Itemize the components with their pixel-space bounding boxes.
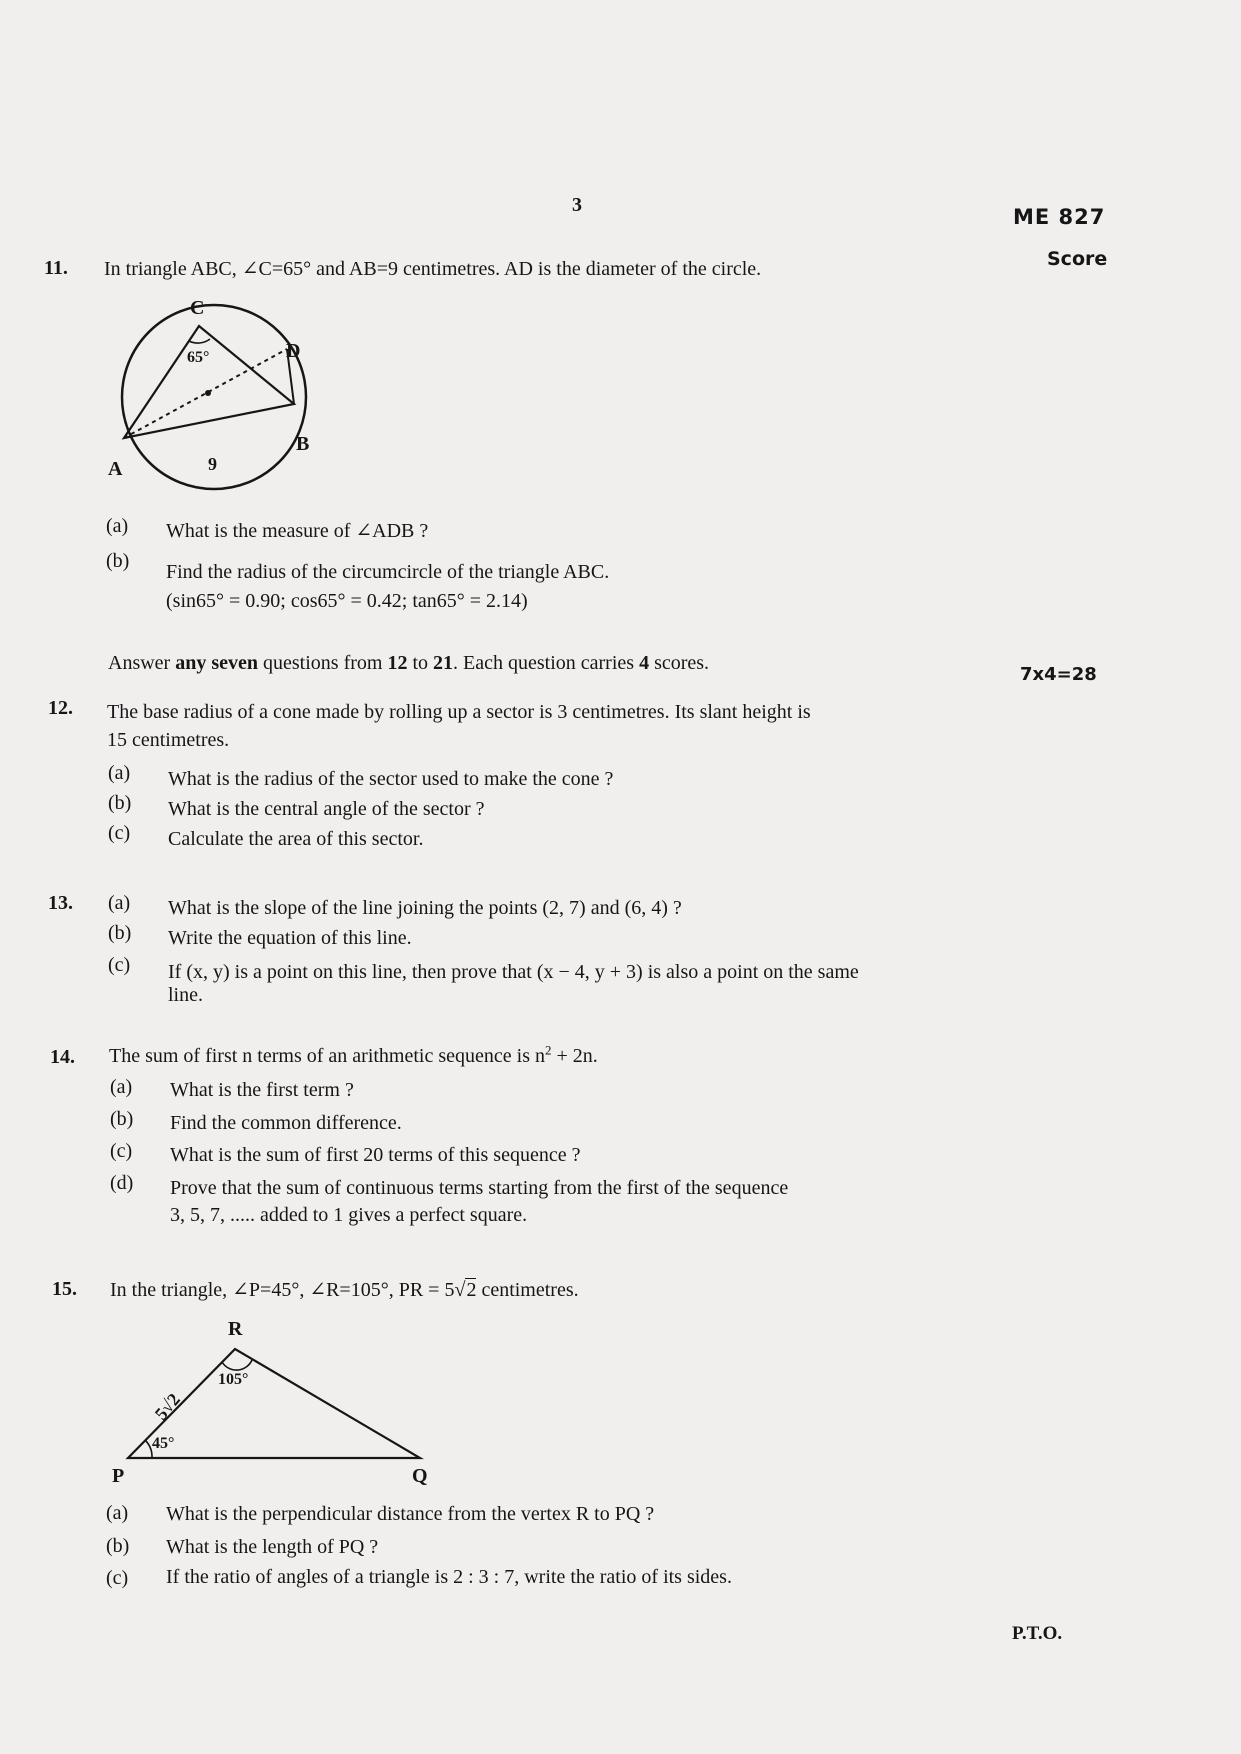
part-label: (c) xyxy=(106,1567,129,1589)
part-label: (b) xyxy=(106,550,130,572)
part-label: (a) xyxy=(108,892,131,914)
angle-c-arc xyxy=(189,339,210,343)
score-column-label: Score xyxy=(1047,248,1108,270)
vertex-label-p: P xyxy=(112,1465,125,1487)
question-stem: In the triangle, ∠P=45°, ∠R=105°, PR = 5√2 centimetres. xyxy=(110,1279,579,1301)
part-label: (c) xyxy=(110,1140,133,1162)
center-point xyxy=(205,390,211,396)
please-turn-over: P.T.O. xyxy=(1012,1623,1063,1644)
question-number: 12. xyxy=(48,697,73,719)
page-number: 3 xyxy=(572,194,582,216)
vertex-label-r: R xyxy=(228,1318,243,1340)
question-stem: In triangle ABC, ∠C=65° and AB=9 centimetres. AD is the diameter of the circle. xyxy=(104,258,762,280)
question-number: 15. xyxy=(52,1278,77,1300)
part-text: If (x, y) is a point on this line, then prove that (x − 4, y + 3) is also a point on the same xyxy=(168,961,859,983)
triangle-pqr-figure xyxy=(108,1312,438,1487)
part-label: (a) xyxy=(106,1502,129,1524)
question-stem-line-2: 15 centimetres. xyxy=(107,729,230,751)
paper-code: ME 827 xyxy=(1013,205,1106,229)
part-text: Find the radius of the circumcircle of the triangle ABC. xyxy=(166,561,610,583)
part-label: (c) xyxy=(108,822,131,844)
angle-r-arc xyxy=(222,1360,252,1370)
question-number: 11. xyxy=(44,257,68,279)
part-text: What is the perpendicular distance from the vertex R to PQ ? xyxy=(166,1503,655,1525)
part-label: (b) xyxy=(108,922,132,944)
circle-triangle-figure xyxy=(110,290,340,490)
part-text: What is the first term ? xyxy=(170,1079,354,1101)
section-marks: 7x4=28 xyxy=(1020,664,1097,685)
triangle-abc xyxy=(124,326,294,438)
trig-values: (sin65° = 0.90; cos65° = 0.42; tan65° = 2.14) xyxy=(166,590,528,612)
part-label: (c) xyxy=(108,954,131,976)
part-label: (b) xyxy=(106,1535,130,1557)
part-text: Prove that the sum of continuous terms starting from the first of the sequence xyxy=(170,1177,789,1199)
part-label: (d) xyxy=(110,1172,134,1194)
vertex-label-c: C xyxy=(190,297,205,319)
part-text: What is the sum of first 20 terms of this sequence ? xyxy=(170,1144,581,1166)
question-number: 13. xyxy=(48,892,73,914)
angle-p-arc xyxy=(145,1440,152,1458)
section-instruction: Answer any seven questions from 12 to 21. Each question carries 4 scores. xyxy=(108,652,710,674)
vertex-label-d: D xyxy=(286,340,301,362)
part-text: What is the radius of the sector used to make the cone ? xyxy=(168,768,614,790)
part-text-line-2: 3, 5, 7, ..... added to 1 gives a perfect square. xyxy=(170,1204,528,1226)
part-text: What is the measure of ∠ADB ? xyxy=(166,520,429,542)
part-text: If the ratio of angles of a triangle is 2 : 3 : 7, write the ratio of its sides. xyxy=(166,1566,732,1588)
angle-r-label: 105° xyxy=(218,1371,249,1388)
vertex-label-a: A xyxy=(108,458,123,480)
part-text: What is the length of PQ ? xyxy=(166,1536,379,1558)
side-pr-label: 5√2 xyxy=(150,1389,184,1424)
side-ab-label: 9 xyxy=(208,454,217,474)
part-label: (a) xyxy=(110,1076,133,1098)
question-stem: The sum of first n terms of an arithmetic sequence is $n^2 + 2n$. xyxy=(109,1042,598,1067)
part-label: (b) xyxy=(108,792,132,814)
part-text: What is the central angle of the sector ? xyxy=(168,798,485,820)
part-label: (a) xyxy=(108,762,131,784)
angle-p-label: 45° xyxy=(152,1435,175,1452)
vertex-label-b: B xyxy=(296,433,310,455)
question-stem: The base radius of a cone made by rolling up a sector is 3 centimetres. Its slant height is xyxy=(107,701,811,723)
part-label: (b) xyxy=(110,1108,134,1130)
angle-c-label: 65° xyxy=(187,349,210,366)
part-text-line-2: line. xyxy=(168,984,203,1006)
part-text: Write the equation of this line. xyxy=(168,927,412,949)
part-text: Calculate the area of this sector. xyxy=(168,828,424,850)
question-number: 14. xyxy=(50,1046,75,1068)
part-label: (a) xyxy=(106,515,129,537)
part-text: What is the slope of the line joining the points (2, 7) and (6, 4) ? xyxy=(168,897,682,919)
vertex-label-q: Q xyxy=(412,1465,428,1487)
part-text: Find the common difference. xyxy=(170,1112,402,1134)
